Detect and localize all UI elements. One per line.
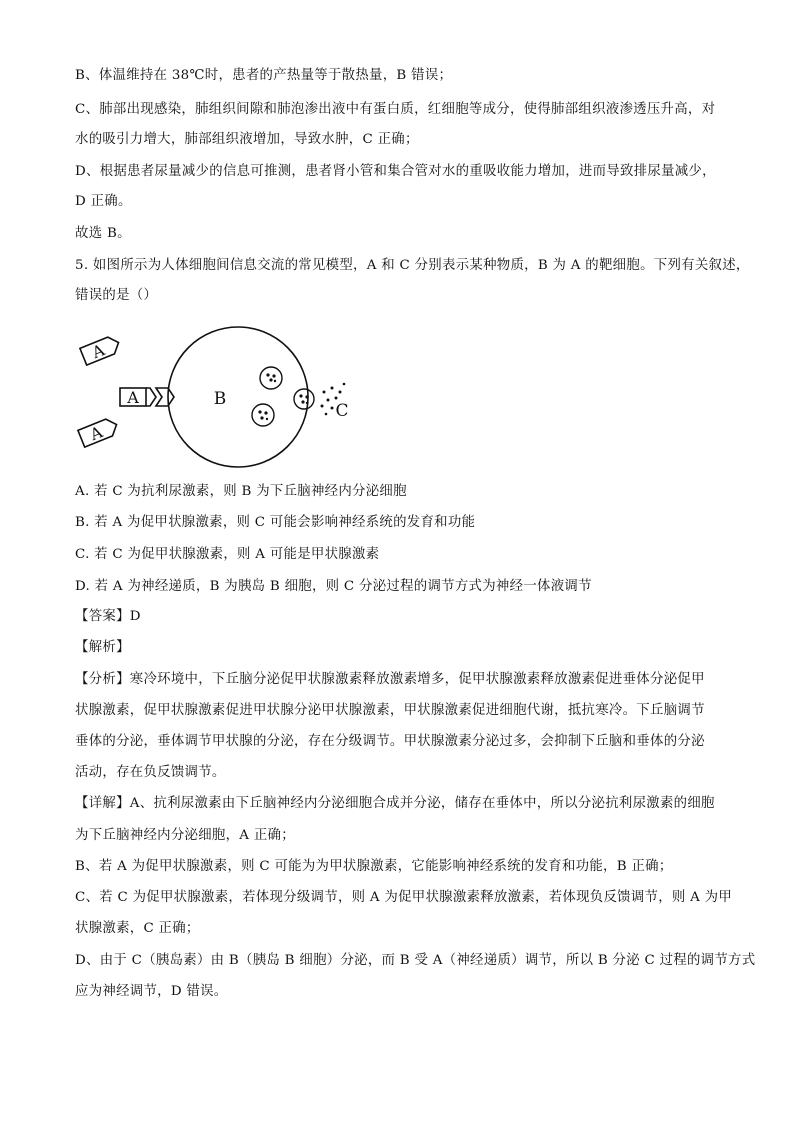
- option-b: B. 若 A 为促甲状腺激素，则 C 可能会影响神经系统的发育和功能: [75, 515, 476, 530]
- signal-molecule-a-bound: [120, 388, 146, 407]
- option-d: D. 若 A 为神经递质，B 为胰岛 B 细胞，则 C 分泌过程的调节方式为神经一体液调节: [75, 579, 592, 594]
- text-line-c-correct-2: 水的吸引力增大，肺部组织液增加，导致水肿，C 正确；: [75, 132, 419, 147]
- analysis-line-2: 状腺激素，促甲状腺激素促进甲状腺分泌甲状腺激素，甲状腺激素促进细胞代谢，抵抗寒冷。下丘脑调节: [75, 703, 705, 718]
- detail-line-2: 为下丘脑神经内分泌细胞，A 正确；: [75, 828, 295, 843]
- substance-c-label: C: [335, 401, 349, 421]
- svg-text:A: A: [127, 388, 139, 407]
- text-line-b-wrong: B、体温维持在 38℃时，患者的产热量等于散热量，B 错误；: [75, 68, 453, 83]
- receptor-on-cell-b: [146, 388, 174, 406]
- option-a: A. 若 C 为抗利尿激素，则 B 为下丘脑神经内分泌细胞: [75, 484, 407, 499]
- analysis-line-3: 垂体的分泌，垂体调节甲状腺的分泌，存在分级调节。甲状腺激素分泌过多，会抑制下丘脑和垂体的分泌: [75, 734, 705, 749]
- detail-line-7: 应为神经调节，D 错误。: [75, 984, 228, 999]
- analysis-header: 【解析】: [75, 640, 130, 655]
- vesicle-top: [260, 367, 282, 389]
- analysis-line-1: 【分析】寒冷环境中，下丘脑分泌促甲状腺激素释放激素增多，促甲状腺激素释放激素促进垂体分泌促甲: [75, 672, 705, 687]
- question-5-stem-1: 5. 如图所示为人体细胞间信息交流的常见模型，A 和 C 分别表示某种物质，B 为 A 的靶细胞。下列有关叙述，: [75, 258, 750, 273]
- svg-text:A: A: [87, 422, 106, 445]
- text-line-d-correct-1: D、根据患者尿量减少的信息可推测，患者肾小管和集合管对水的重吸收能力增加，进而导致排尿量减少，: [75, 164, 716, 179]
- cell-b-label: B: [213, 389, 227, 409]
- signal-molecule-a-bottom: [78, 416, 120, 448]
- signal-molecule-a-top: [80, 334, 122, 366]
- cell-signaling-diagram: [70, 322, 370, 472]
- text-line-d-correct-2: D 正确。: [75, 194, 132, 209]
- text-line-choose-b: 故选 B。: [75, 226, 131, 241]
- answer-label: 【答案】D: [75, 609, 141, 624]
- cell-b-membrane: [168, 327, 308, 467]
- detail-line-4: C、若 C 为促甲状腺激素，若体现分级调节，则 A 为促甲状腺激素释放激素，若体现负反馈调节，则 A 为甲: [75, 890, 733, 905]
- detail-line-3: B、若 A 为促甲状腺激素，则 C 可能为为甲状腺激素，它能影响神经系统的发育和功能，B 正确；: [75, 859, 673, 874]
- vesicle-bottom: [252, 404, 274, 426]
- detail-line-6: D、由于 C（胰岛素）由 B（胰岛 B 细胞）分泌，而 B 受 A（神经递质）调节，所以 B 分泌 C 过程的调节方式: [75, 953, 756, 968]
- detail-line-1: 【详解】A、抗利尿激素由下丘脑神经内分泌细胞合成并分泌，储存在垂体中，所以分泌抗利尿激素的细胞: [75, 796, 715, 811]
- detail-line-5: 状腺激素，C 正确；: [75, 921, 200, 936]
- analysis-line-4: 活动，存在负反馈调节。: [75, 765, 226, 780]
- text-line-c-correct-1: C、肺部出现感染，肺组织间隙和肺泡渗出液中有蛋白质，红细胞等成分，使得肺部组织液渗透压升高，对: [75, 102, 716, 117]
- vesicle-near-membrane: [294, 389, 314, 409]
- question-5-stem-2: 错误的是（）: [75, 288, 158, 303]
- option-c: C. 若 C 为促甲状腺激素，则 A 可能是甲状腺激素: [75, 547, 380, 562]
- svg-text:A: A: [89, 340, 108, 363]
